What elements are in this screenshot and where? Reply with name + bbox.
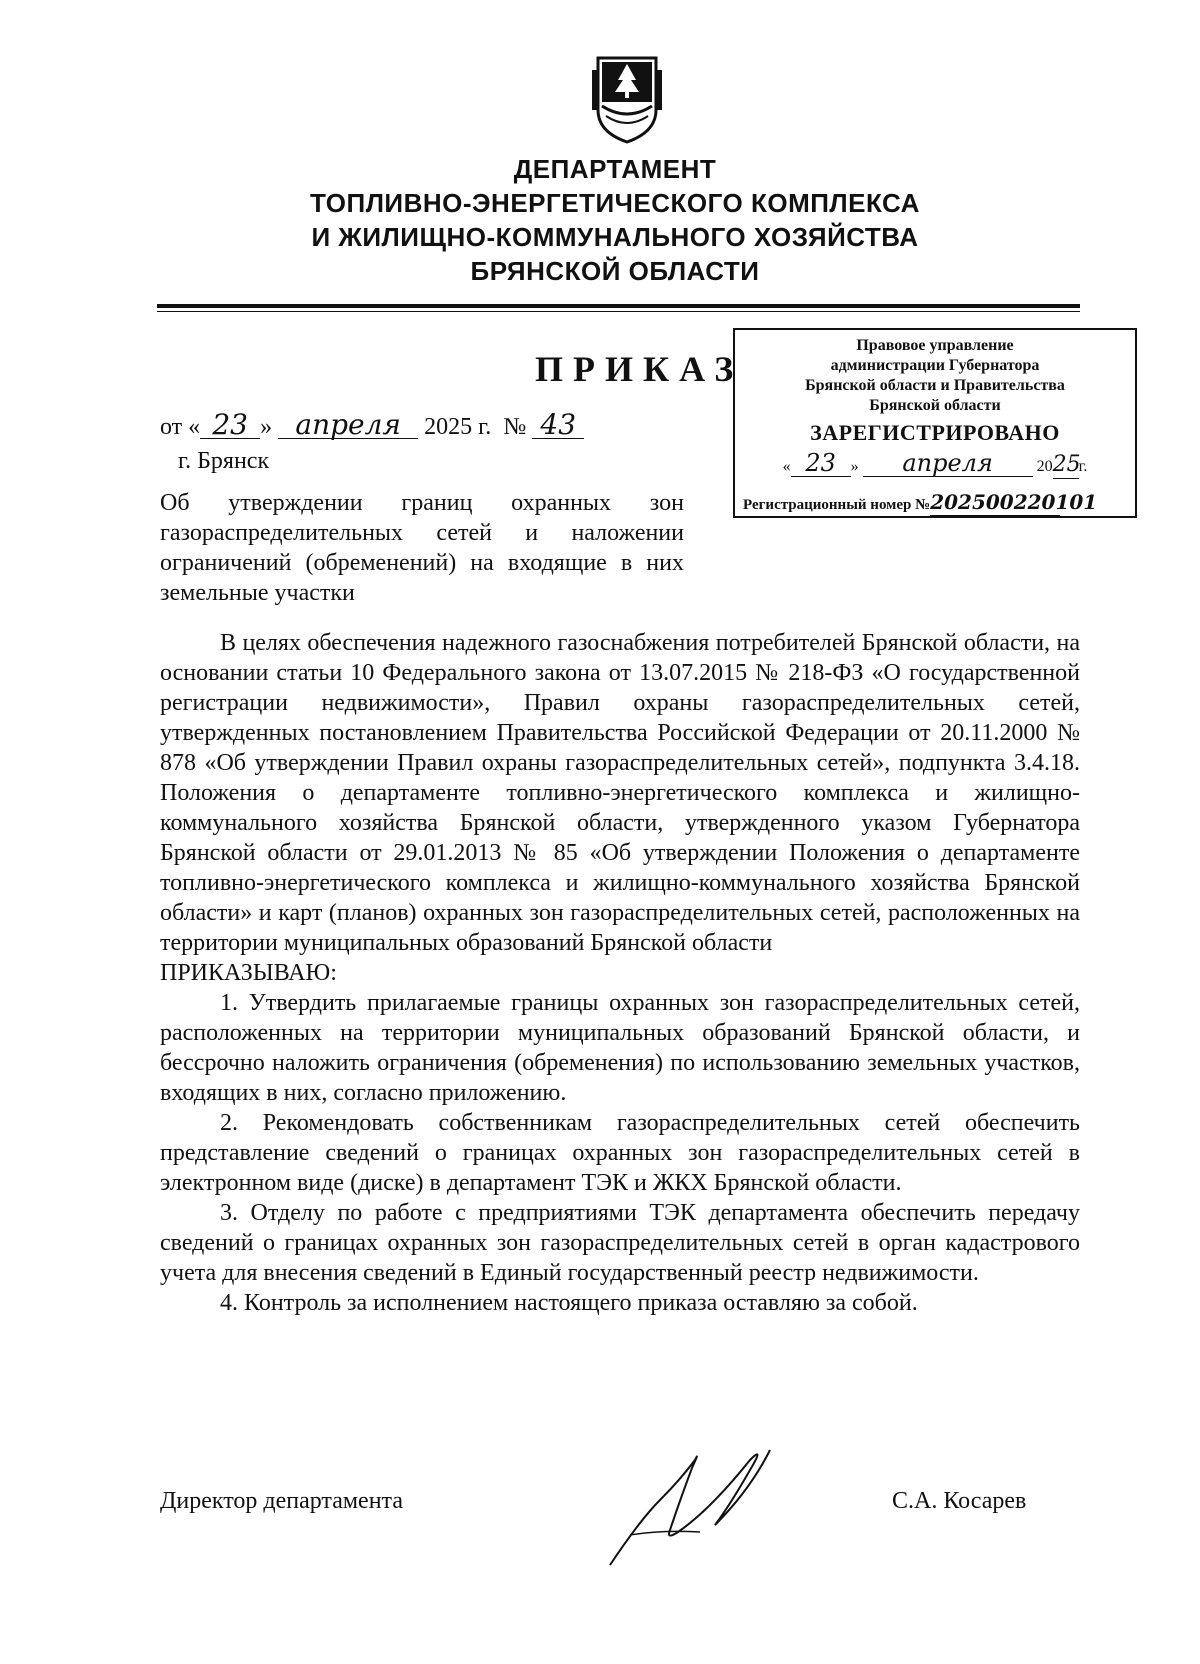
order-month: апреля xyxy=(278,412,418,439)
order-date-line xyxy=(160,408,584,441)
command-word: ПРИКАЗЫВАЮ: xyxy=(160,960,337,986)
header-line-2: ТОПЛИВНО-ЭНЕРГЕТИЧЕСКОГО КОМПЛЕКСА xyxy=(310,188,920,218)
order-city: г. Брянск xyxy=(178,448,270,474)
order-body xyxy=(160,628,1080,1318)
stamp-month: апреля xyxy=(863,450,1033,477)
order-number: 43 xyxy=(532,412,584,439)
handwritten-signature xyxy=(600,1440,800,1570)
order-year: 2025 г. xyxy=(424,414,492,440)
header-line-1: ДЕПАРТАМЕНТ xyxy=(513,154,717,184)
registration-stamp xyxy=(733,328,1137,518)
stamp-year-prefix: 20 xyxy=(1036,458,1053,475)
order-day: 23 xyxy=(200,412,260,439)
document-title: ПРИКАЗ xyxy=(535,349,744,389)
stamp-status: ЗАРЕГИСТРИРОВАНО xyxy=(810,420,1060,445)
header-divider-thick xyxy=(157,304,1080,308)
order-number-label: № xyxy=(503,414,527,440)
stamp-authority xyxy=(735,336,1135,416)
stamp-reg-label: Регистрационный номер № xyxy=(743,497,931,513)
signatory-name: С.А. Косарев xyxy=(892,1488,1027,1514)
stamp-open-quote: « xyxy=(782,458,791,475)
department-header xyxy=(150,152,1080,288)
signatory-position: Директор департамента xyxy=(160,1488,403,1514)
stamp-year-unit: г. xyxy=(1078,458,1088,475)
stamp-close-quote: » xyxy=(850,458,859,475)
stamp-date xyxy=(735,450,1135,479)
header-line-3: И ЖИЛИЩНО-КОММУНАЛЬНОГО ХОЗЯЙСТВА xyxy=(311,222,919,252)
order-item-4: 4. Контроль за исполнением настоящего приказа оставляю за собой. xyxy=(220,1290,918,1316)
stamp-day: 23 xyxy=(791,450,851,477)
header-divider-thin xyxy=(157,311,1080,312)
preamble-paragraph: В целях обеспечения надежного газоснабжения потребителей Брянской области, на основании статьи 10 Федерального закона от 13.07.2015 № 218-ФЗ «О государственной регистрации недвижимости», Правил охраны газораспределительных сетей, утвержденных постановлением Правительства Российской Федерации от 20.11.2000 № 878 «Об утверждении Правил охраны газораспределительных сетей», подпункта 3.4.18. Положения о департаменте топливно-энергетического комплекса и жилищно-коммунального хозяйства Брянской области, утвержденного указом Губернатора Брянской области от 29.01.2013 № 85 «Об утверждении Положения о департаменте топливно-энергетического комплекса и жилищно-коммунального хозяйства Брянской области» и карт (планов) охранных зон газораспределительных сетей, расположенных на территории муниципальных образований Брянской области xyxy=(160,630,1080,956)
stamp-registration xyxy=(735,489,1135,516)
date-prefix: от « xyxy=(160,414,201,440)
stamp-year-suffix: 25 xyxy=(1052,452,1081,477)
stamp-line-2: администрации Губернатора xyxy=(830,357,1040,374)
stamp-line-1: Правовое управление xyxy=(856,337,1014,354)
date-close-quote: » xyxy=(260,414,273,440)
order-item-2: 2. Рекомендовать собственникам газораспределительных сетей обеспечить представление сведений о границах охранных зон газораспределительных сетей в электронном виде (диске) в департамент ТЭК и ЖКХ Брянской области. xyxy=(160,1110,1080,1196)
coat-of-arms-emblem xyxy=(588,50,666,148)
stamp-line-3: Брянской области и Правительства xyxy=(805,377,1065,394)
order-subject: Об утверждении границ охранных зон газораспределительных сетей и наложении ограничений (обременений) на входящие в них земельные участки xyxy=(160,490,684,606)
order-item-3: 3. Отделу по работе с предприятиями ТЭК департамента обеспечить передачу сведений о границах охранных зон газораспределительных сетей в орган кадастрового учета для внесения сведений в Единый государственный реестр недвижимости. xyxy=(160,1200,1080,1286)
stamp-line-4: Брянской области xyxy=(869,397,1001,414)
header-line-4: БРЯНСКОЙ ОБЛАСТИ xyxy=(470,256,760,286)
order-item-1: 1. Утвердить прилагаемые границы охранных зон газораспределительных сетей, расположенных на территории муниципальных образований Брянской области, и бессрочно наложить ограничения (обременения) по использованию земельных участков, входящих в них, согласно приложению. xyxy=(160,990,1080,1106)
stamp-reg-number: 202500220101 xyxy=(930,490,1098,514)
